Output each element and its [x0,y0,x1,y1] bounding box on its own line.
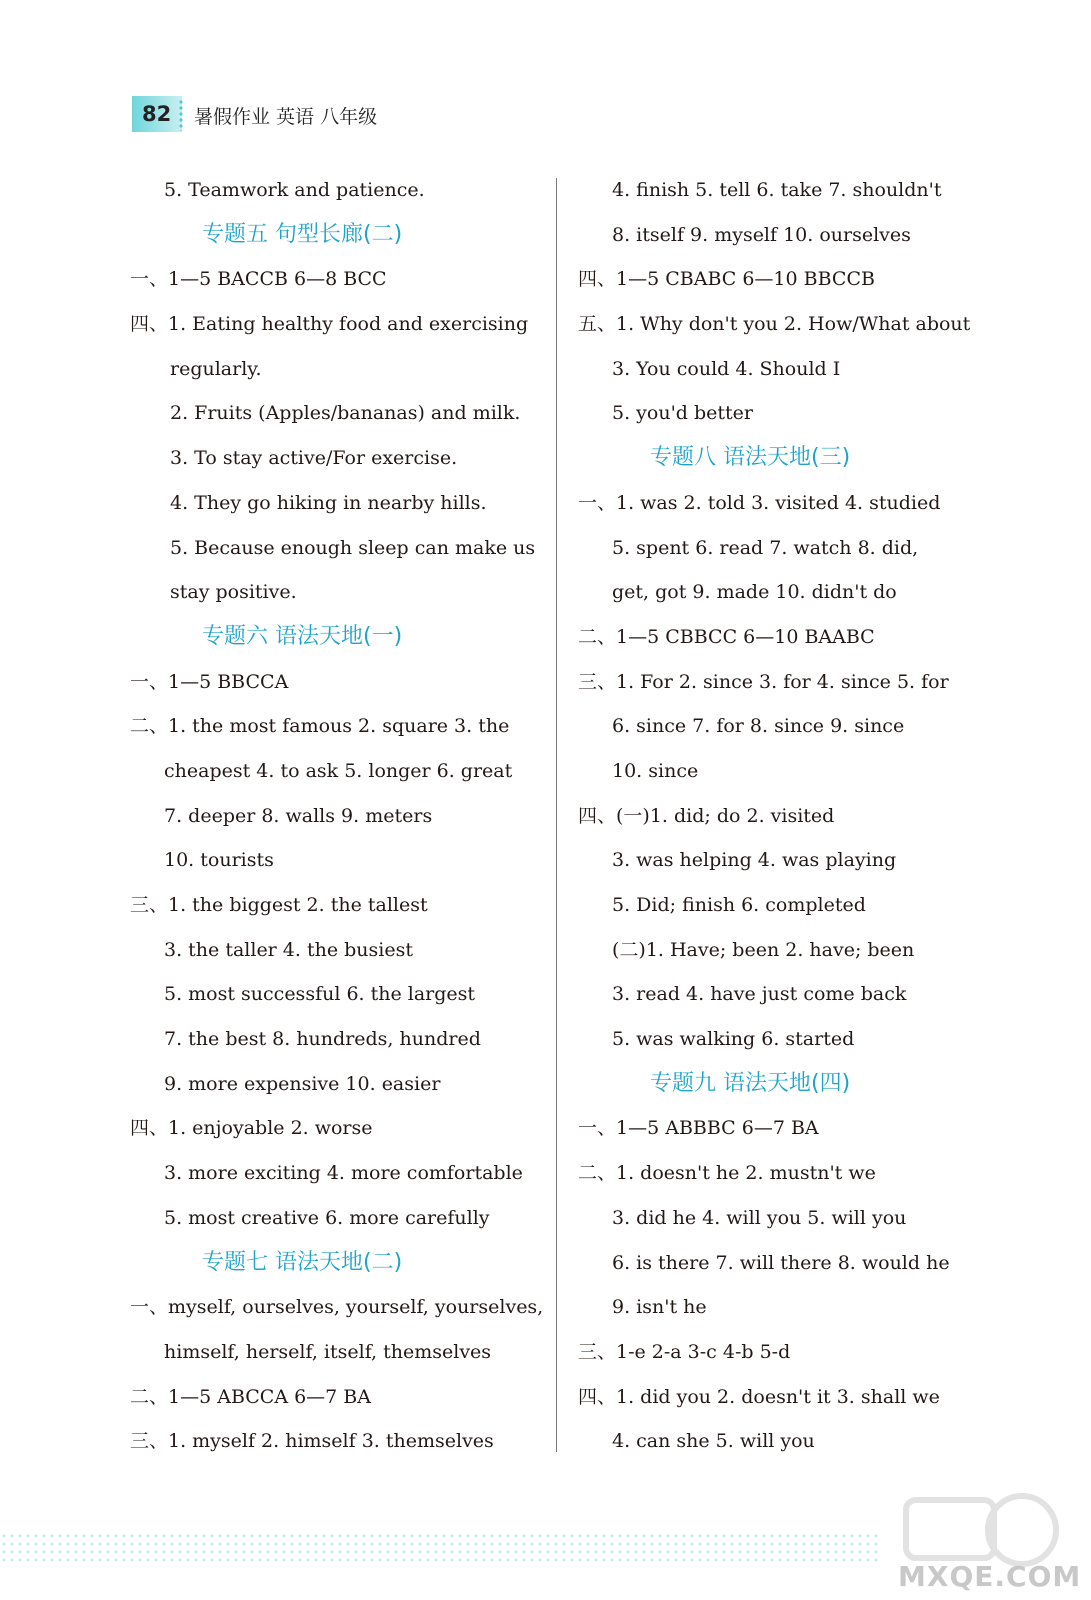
right-answer-line: 5. spent 6. read 7. watch 8. did, [612,536,919,559]
left-answer-line: 3. more exciting 4. more comfortable [164,1162,523,1185]
left-answer-line: 4. They go hiking in nearby hills. [170,491,487,514]
section-heading: 专题七 语法天地(二) [202,1249,403,1275]
left-column [130,168,544,1464]
right-answer-line: 5. Did; finish 6. completed [612,894,866,916]
right-answer-line: 四、(一)1. did; do 2. visited [578,804,835,827]
watermark-text: MXQE.COM [898,1560,1082,1593]
right-answer-line: 10. since [612,759,699,782]
left-answer-line: 一、1—5 BACCB 6—8 BCC [130,268,387,291]
right-answer-line: 5. was walking 6. started [612,1028,855,1051]
right-answer-line: 3. did he 4. will you 5. will you [612,1206,907,1229]
right-answer-line: 3. You could 4. Should I [612,357,841,380]
right-answer-line: get, got 9. made 10. didn't do [612,581,897,604]
left-answer-line: 7. deeper 8. walls 9. meters [164,804,433,827]
right-answer-line: 4. finish 5. tell 6. take 7. shouldn't [612,179,942,201]
header-dots [178,99,184,131]
header-title: 暑假作业 英语 八年级 [194,106,378,128]
right-answer-line: 一、1—5 ABBBC 6—7 BA [578,1117,819,1140]
right-answer-line: 5. you'd better [612,402,754,425]
right-answer-line: (二)1. Have; been 2. have; been [612,938,915,961]
right-answer-line: 3. was helping 4. was playing [612,849,897,872]
left-answer-line: 二、1—5 ABCCA 6—7 BA [130,1385,371,1408]
left-answer-line: 二、1. the most famous 2. square 3. the [130,715,510,738]
left-answer-line: cheapest 4. to ask 5. longer 6. great [164,759,513,782]
left-answer-line: 三、1. myself 2. himself 3. themselves [130,1430,494,1453]
left-answer-line: 9. more expensive 10. easier [164,1072,441,1095]
right-answer-line: 9. isn't he [612,1296,707,1319]
right-answer-line: 三、1-e 2-a 3-c 4-b 5-d [578,1340,791,1363]
left-answer-line: 3. the taller 4. the busiest [164,938,413,961]
left-answer-line: 四、1. Eating healthy food and exercising [130,313,529,336]
right-answer-line: 8. itself 9. myself 10. ourselves [612,223,911,246]
left-answer-line: 5. Because enough sleep can make us [170,536,536,559]
right-answer-line: 4. can she 5. will you [612,1430,815,1453]
section-heading: 专题八 语法天地(三) [650,445,851,471]
section-heading: 专题九 语法天地(四) [650,1070,851,1096]
left-answer-line: 四、1. enjoyable 2. worse [130,1117,373,1140]
right-answer-line: 三、1. For 2. since 3. for 4. since 5. for [578,670,949,693]
right-answer-line: 五、1. Why don't you 2. How/What about [578,313,971,336]
column-divider [556,178,557,1452]
right-answer-line: 6. is there 7. will there 8. would he [612,1251,950,1274]
left-answer-line: 2. Fruits (Apples/bananas) and milk. [170,402,521,425]
section-heading: 专题六 语法天地(一) [202,623,403,649]
right-answer-line: 二、1—5 CBBCC 6—10 BAABC [578,625,875,648]
left-answer-line: 7. the best 8. hundreds, hundred [164,1028,481,1051]
footer-dot-pattern [0,1532,880,1566]
left-answer-line: 三、1. the biggest 2. the tallest [130,894,428,916]
right-answer-line: 四、1. did you 2. doesn't it 3. shall we [578,1385,940,1408]
right-answer-line: 6. since 7. for 8. since 9. since [612,715,905,738]
right-answer-line: 四、1—5 CBABC 6—10 BBCCB [578,268,875,291]
section-heading: 专题五 句型长廊(二) [202,221,403,247]
right-answer-line: 一、1. was 2. told 3. visited 4. studied [578,491,941,514]
page-number: 82 [142,102,172,126]
left-answer-line: stay positive. [170,581,297,604]
left-answer-line: 5. most creative 6. more carefully [164,1206,490,1229]
left-answer-line: 一、1—5 BBCCA [130,670,289,693]
right-answer-line: 二、1. doesn't he 2. mustn't we [578,1162,876,1185]
left-answer-line: 10. tourists [164,849,274,872]
left-answer-line: 5. most successful 6. the largest [164,983,476,1006]
left-answer-line: regularly. [170,357,262,380]
left-answer-line: 3. To stay active/For exercise. [170,447,458,470]
right-answer-line: 3. read 4. have just come back [612,983,907,1006]
right-column [578,168,998,1464]
left-answer-line: himself, herself, itself, themselves [164,1340,492,1363]
left-answer-line: 5. Teamwork and patience. [164,179,425,201]
left-answer-line: 一、myself, ourselves, yourself, yourselves, [130,1296,544,1319]
